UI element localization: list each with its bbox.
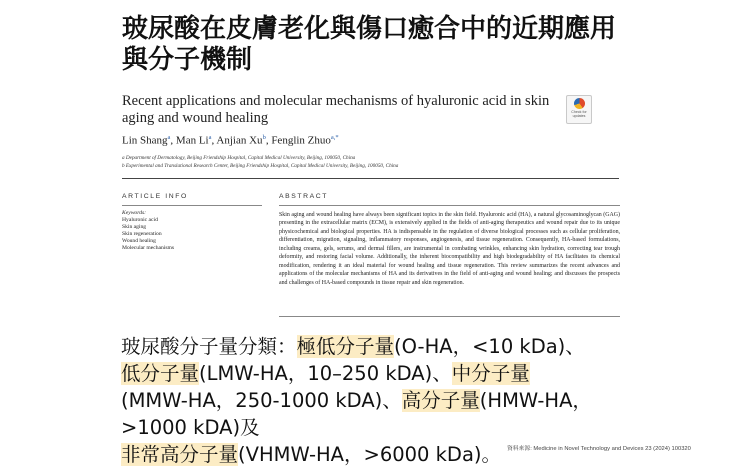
- crossmark-icon: [574, 98, 585, 109]
- high-mw-range: (HMW-HA，>1000 kDA)及: [121, 389, 592, 439]
- divider: [279, 316, 620, 317]
- source-citation: 資料來源: Medicine in Novel Technology and Devices 23 (2024) 100320: [507, 446, 691, 452]
- author-name: Man Li: [175, 134, 209, 147]
- author-list: Lin Shang$^a$, Man Li$^a$, Anjian Xu$^b$, Fenglin Zhuo$^{a,*}$: [122, 134, 339, 147]
- abstract-text: Skin aging and wound healing have always been significant topics in the skin field. Hyaluronic acid (HA), a natural glycosaminoglycan (GAG) presenting in the extracellular matrix (ECM), is extensively applied in the fields of anti-aging therapeutics and wound repair due to its unique physicochemical and biological properties. HA is indispensable in the regulation of diverse biological processes such as cellular proliferation, differentiation, migration, signaling, inflammatory responses, angiogenesis, and tissue regeneration. Consequently, HA-based formulations, including creams, gels, serums, and dermal fillers, are instrumental in combating wrinkles, enhancing skin hydration, correcting tear trough deformity, and restoring facial volume. Additionally, the inherent biocompatibility and high biodegradability of HA facilitates its chemical modification, rendering it an ideal material for wound healing and tissue regeneration. This review summarizes the recent advances and applications of the molecular mechanisms of HA and its derivatives in the field of anti-aging and wound healing; and discusses the prospects and challenges of HA-based compounds in tissue repair and skin regeneration.: [279, 212, 620, 286]
- very-high-mw-term: 非常高分子量: [121, 443, 239, 466]
- mid-mw-range: (MMW-HA，250-1000 kDA)、: [121, 389, 402, 412]
- author-affil-marker: b: [262, 134, 266, 141]
- badge-label: Check for updates: [571, 110, 587, 118]
- divider: [279, 205, 620, 206]
- paper-title: [122, 93, 562, 127]
- affiliation-line: a Department of Dermatology, Beijing Friendship Hospital, Capital Medical University, Beijing, 100050, China: [122, 155, 356, 161]
- author-name: Lin Shang: [122, 134, 168, 147]
- low-mw-range: (LMW-HA，10–250 kDA)、: [199, 362, 452, 385]
- paper-title-line-1: Recent applications and molecular mechanisms of hyaluronic acid in skin: [122, 93, 550, 109]
- ultra-low-mw-range: (O-HA，<10 kDa)、: [394, 335, 585, 358]
- high-mw-term: 高分子量: [401, 389, 480, 412]
- keyword-item: Skin aging: [122, 224, 147, 230]
- keyword-item: Hyaluronic acid: [122, 217, 158, 223]
- abstract-heading: ABSTRACT: [279, 193, 329, 200]
- summary-lead: 玻尿酸分子量分類：: [121, 335, 297, 358]
- article-info-heading: ARTICLE INFO: [122, 193, 188, 200]
- author-affil-marker: a: [208, 134, 212, 141]
- keywords-label: Keywords:: [122, 210, 147, 216]
- affiliations: [122, 154, 622, 170]
- divider: [122, 178, 619, 179]
- mid-mw-term: 中分子量: [451, 362, 530, 385]
- keyword-item: Molecular mechanisms: [122, 245, 175, 251]
- author-affil-marker: a: [167, 134, 171, 141]
- keyword-item: Skin regeneration: [122, 231, 162, 237]
- affiliation-line: b Experimental and Translational Research Center, Beijing Friendship Hospital, Capital Medical University, Beijing, 100050, China: [122, 163, 399, 169]
- author-affil-marker: a,*: [330, 134, 339, 141]
- headline-line-2: 與分子機制: [122, 45, 253, 75]
- keyword-item: Wound healing: [122, 238, 156, 244]
- author-name: Fenglin Zhuo: [271, 134, 331, 147]
- very-high-mw-range: (VHMW-HA，>6000 kDa)。: [238, 443, 502, 466]
- check-for-updates-badge: [566, 95, 592, 124]
- low-mw-term: 低分子量: [121, 362, 200, 385]
- author-name: Anjian Xu: [216, 134, 263, 147]
- divider: [122, 205, 262, 206]
- paper-title-line-2: aging and wound healing: [122, 110, 269, 126]
- keywords-list: [122, 210, 262, 252]
- article-headline: [122, 14, 642, 76]
- headline-line-1: 玻尿酸在皮膚老化與傷口癒合中的近期應用: [122, 14, 617, 44]
- ultra-low-mw-term: 極低分子量: [296, 335, 395, 358]
